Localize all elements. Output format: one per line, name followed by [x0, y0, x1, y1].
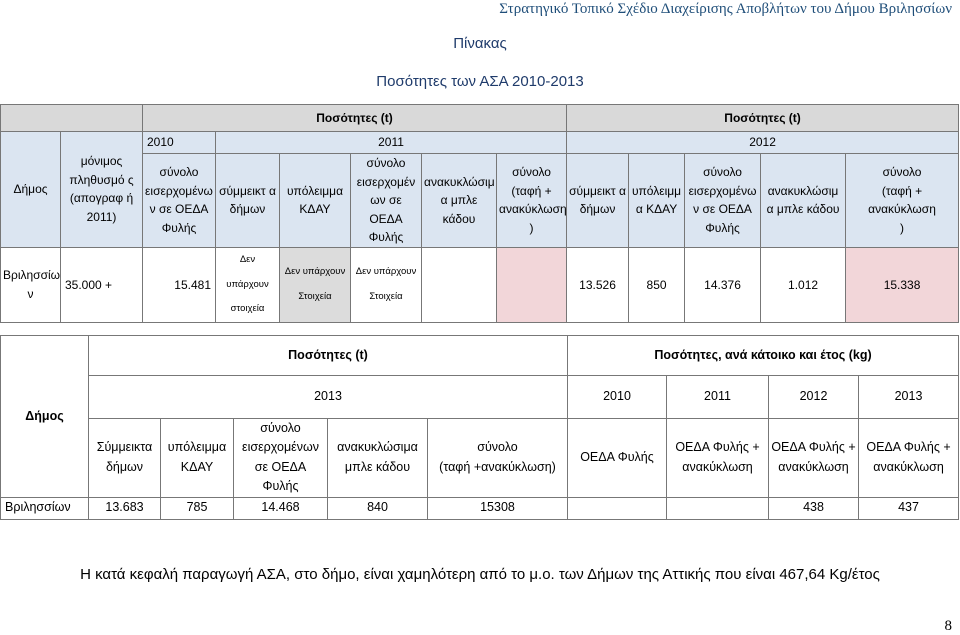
h-2011-total-line2: (ταφή + ανακύκλωση — [499, 183, 567, 217]
h-2012-total-line3: ) — [900, 221, 905, 236]
table-title: Πίνακας — [453, 35, 507, 52]
row-total: 15308 — [428, 497, 568, 519]
row-2011-mixed-na — [216, 247, 280, 322]
year-2010: 2010 — [143, 132, 216, 154]
col-dimos: Δήμος — [1, 132, 61, 248]
row-pc2010 — [568, 497, 667, 519]
pc-year-2013: 2013 — [859, 376, 959, 419]
pc-year-2012: 2012 — [769, 376, 859, 419]
row-name: Βριλησσίων — [1, 497, 89, 519]
row-pc2013: 437 — [859, 497, 959, 519]
h-2012-total — [846, 154, 959, 248]
h-total-oeda: σύνολο εισερχομένων σε ΟΕΔΑ Φυλής — [234, 419, 328, 498]
row-2012-recycling: 1.012 — [761, 247, 846, 322]
h-pc2010: ΟΕΔΑ Φυλής — [568, 419, 667, 498]
row-2012-mixed: 13.526 — [567, 247, 629, 322]
year-2011: 2011 — [216, 132, 567, 154]
row-2011-recycling — [422, 247, 497, 322]
row-pc2012: 438 — [769, 497, 859, 519]
year-2013: 2013 — [89, 376, 568, 419]
h-2011-total-line3: ) — [529, 221, 534, 236]
h-pc2011: ΟΕΔΑ Φυλής + ανακύκλωση — [667, 419, 769, 498]
row-recycling: 840 — [328, 497, 428, 519]
col-population: μόνιμος πληθυσμό ς (απογραφ ή 2011) — [61, 132, 143, 248]
pc-year-2010: 2010 — [568, 376, 667, 419]
h-2011-residue: υπόλειμμα ΚΔΑΥ — [280, 154, 351, 248]
na-line1: Δεν υπάρχουν — [284, 266, 346, 278]
h-total — [428, 419, 568, 498]
row-2011-total-oeda-na — [351, 247, 422, 322]
row-2011-total — [497, 247, 567, 322]
h-2011-recycling: ανακυκλώσιμ α μπλε κάδου — [422, 154, 497, 248]
col-dimos: Δήμος — [1, 336, 89, 498]
row-pc2011 — [667, 497, 769, 519]
h-2011-total — [497, 154, 567, 248]
h-2011-mixed: σύμμεικτ α δήμων — [216, 154, 280, 248]
h-2011-total-oeda: σύνολο εισερχομέν ων σε ΟΕΔΑ Φυλής — [351, 154, 422, 248]
h-2011-total-line1: σύνολο — [512, 165, 551, 180]
na-line2: Στοιχεία — [298, 291, 332, 302]
group-header-left: Ποσότητες (t) — [143, 105, 567, 132]
pc-year-2011: 2011 — [667, 376, 769, 419]
na-line2: Στοιχεία — [369, 291, 403, 302]
group-header-right: Ποσότητες (t) — [567, 105, 959, 132]
page-number: 8 — [944, 618, 952, 634]
h-recycling: ανακυκλώσιμα μπλε κάδου — [328, 419, 428, 498]
row-2011-residue-na — [280, 247, 351, 322]
h-2012-total-line2: (ταφή + ανακύκλωση — [868, 183, 936, 217]
h-2010-total: σύνολο εισερχομένω ν σε ΟΕΔΑ Φυλής — [143, 154, 216, 248]
row-2010-total: 15.481 — [143, 247, 216, 322]
h-total-line1: σύνολο — [477, 440, 518, 455]
table-subtitle: Ποσότητες των ΑΣΑ 2010-2013 — [376, 73, 584, 90]
h-mixed: Σύμμεικτα δήμων — [89, 419, 161, 498]
quantities-table-2013-per-capita — [0, 335, 959, 520]
year-2012: 2012 — [567, 132, 959, 154]
running-header: Στρατηγικό Τοπικό Σχέδιο Διαχείρισης Αποβλήτων του Δήμου Βριλησσίων — [499, 1, 952, 17]
na-line1: Δεν υπάρχουν — [226, 253, 269, 290]
row-2012-residue: 850 — [629, 247, 685, 322]
h-2012-residue: υπόλειμμ α ΚΔΑΥ — [629, 154, 685, 248]
h-residue: υπόλειμμα ΚΔΑΥ — [161, 419, 234, 498]
quantities-table-2010-2012 — [0, 104, 959, 323]
header-blank — [1, 105, 143, 132]
h-2012-recycling: ανακυκλώσιμ α μπλε κάδου — [761, 154, 846, 248]
h-2012-total-line1: σύνολο — [882, 165, 922, 180]
row-name: Βριλησσίω ν — [1, 247, 61, 322]
na-line2: στοιχεία — [230, 303, 265, 315]
h-2012-mixed: σύμμεικτ α δήμων — [567, 154, 629, 248]
row-total-oeda: 14.468 — [234, 497, 328, 519]
footnote: Η κατά κεφαλή παραγωγή ΑΣΑ, στο δήμο, είναι χαμηλότερη από το μ.ο. των Δήμων της Αττικής που είναι 467,64 Kg/έτος — [80, 566, 880, 583]
row-population: 35.000 + — [61, 247, 143, 322]
h-total-line2: (ταφή +ανακύκλωση) — [439, 459, 556, 474]
row-residue: 785 — [161, 497, 234, 519]
h-pc2013: ΟΕΔΑ Φυλής + ανακύκλωση — [859, 419, 959, 498]
h-pc2012: ΟΕΔΑ Φυλής + ανακύκλωση — [769, 419, 859, 498]
row-mixed: 13.683 — [89, 497, 161, 519]
group-quantities: Ποσότητες (t) — [89, 336, 568, 376]
h-2012-total-oeda: σύνολο εισερχομένω ν σε ΟΕΔΑ Φυλής — [685, 154, 761, 248]
group-per-capita: Ποσότητες, ανά κάτοικο και έτος (kg) — [568, 336, 959, 376]
row-2012-total: 15.338 — [846, 247, 959, 322]
na-line1: Δεν υπάρχουν — [355, 266, 417, 278]
row-2012-total-oeda: 14.376 — [685, 247, 761, 322]
